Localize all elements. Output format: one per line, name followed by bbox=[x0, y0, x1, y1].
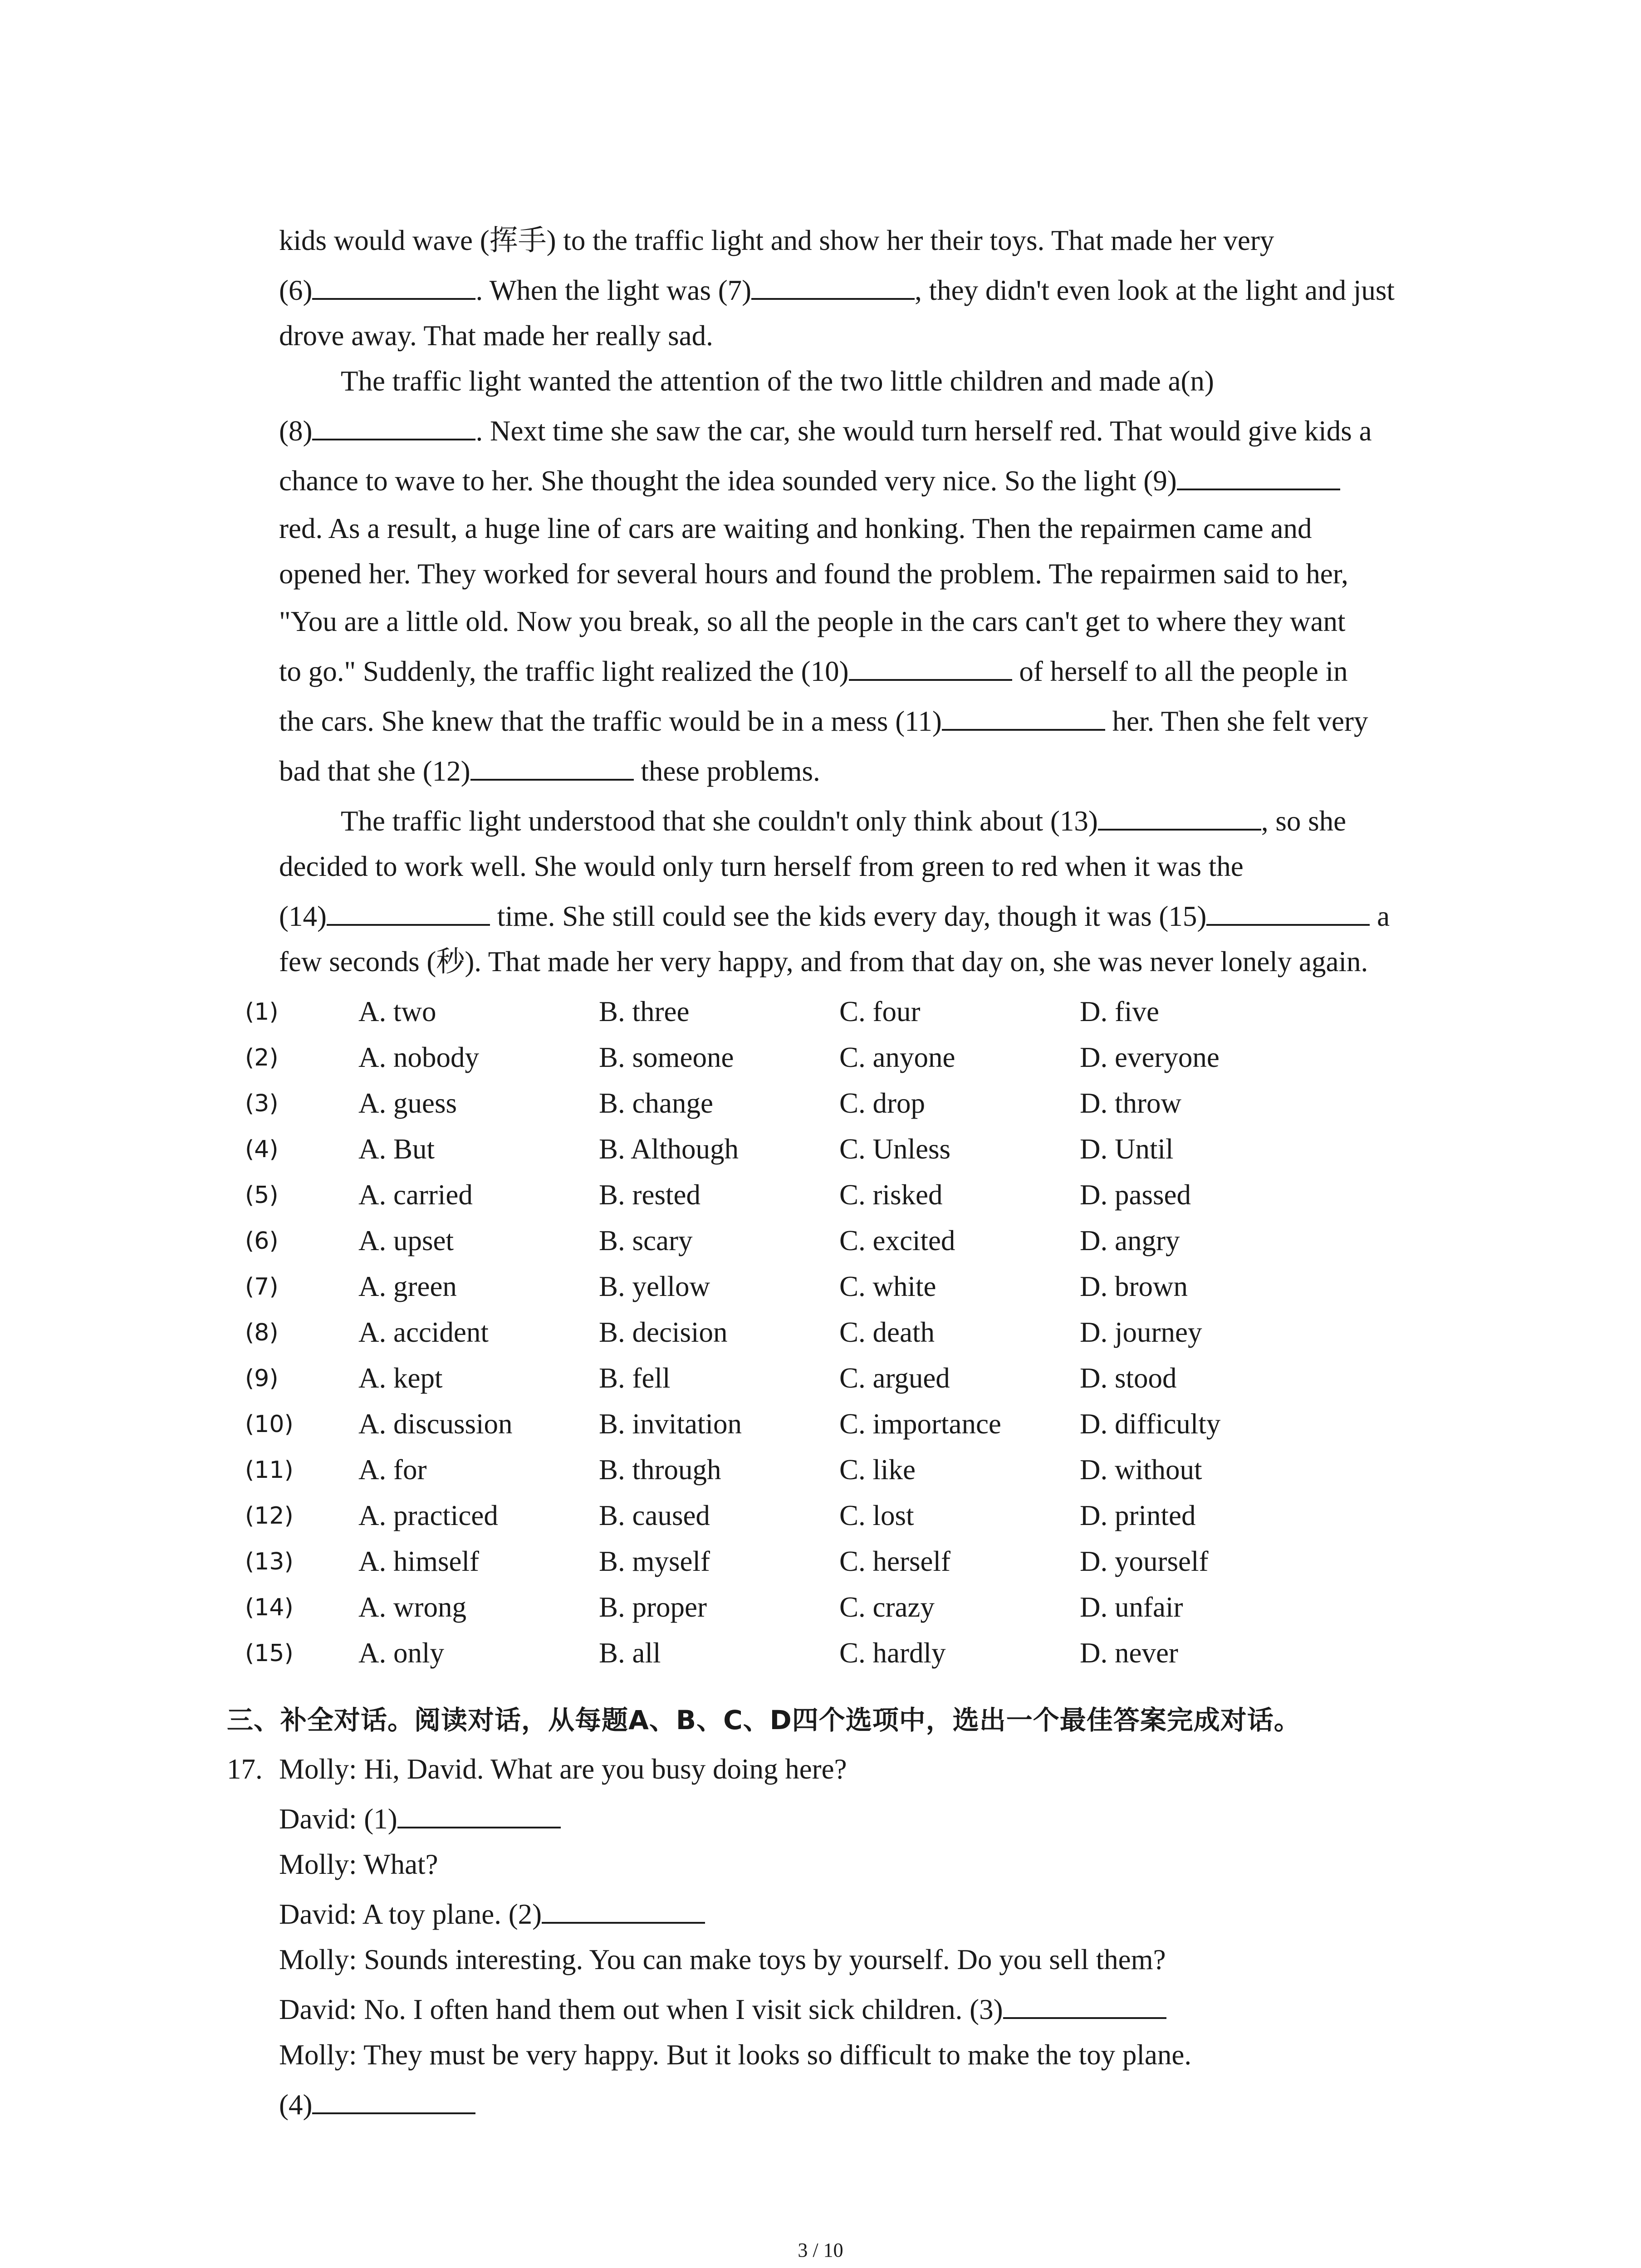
option-b: B. scary bbox=[599, 1225, 693, 1256]
option-a: A. practiced bbox=[358, 1500, 498, 1531]
question-number: (10) bbox=[245, 1410, 294, 1438]
option-d: D. five bbox=[1080, 996, 1159, 1027]
option-c: C. drop bbox=[839, 1087, 925, 1119]
option-b: B. proper bbox=[599, 1591, 707, 1623]
option-a: A. kept bbox=[358, 1362, 443, 1394]
passage-line: chance to wave to her. She thought the idea sounded very nice. So the light (9) bbox=[279, 458, 1459, 503]
answer-blank bbox=[312, 270, 475, 300]
passage-line: few seconds (秒). That made her very happy, and from that day on, she was never lonely again. bbox=[279, 946, 1368, 978]
option-row bbox=[245, 1447, 1320, 1493]
option-c: C. herself bbox=[839, 1545, 950, 1577]
passage-line: decided to work well. She would only turn herself from green to red when it was the bbox=[279, 850, 1244, 882]
dialogue-line: David: A toy plane. (2) bbox=[279, 1892, 705, 1937]
option-b: B. invitation bbox=[599, 1408, 742, 1440]
option-d: D. printed bbox=[1080, 1500, 1196, 1531]
option-c: C. risked bbox=[839, 1179, 943, 1211]
answer-blank bbox=[751, 270, 915, 300]
option-row bbox=[245, 1401, 1320, 1447]
option-row bbox=[245, 1630, 1320, 1676]
option-b: B. Although bbox=[599, 1133, 739, 1165]
option-b: B. all bbox=[599, 1637, 661, 1669]
option-d: D. throw bbox=[1080, 1087, 1181, 1119]
option-b: B. three bbox=[599, 996, 690, 1027]
option-c: C. argued bbox=[839, 1362, 950, 1394]
option-d: D. yourself bbox=[1080, 1545, 1209, 1577]
option-d: D. everyone bbox=[1080, 1041, 1220, 1073]
option-a: A. himself bbox=[358, 1545, 479, 1577]
option-b: B. fell bbox=[599, 1362, 671, 1394]
answer-blank bbox=[849, 651, 1012, 681]
option-row bbox=[245, 1355, 1320, 1401]
passage-line: The traffic light understood that she couldn't only think about (13) , so she bbox=[279, 798, 1459, 844]
passage-line: "You are a little old. Now you break, so all the people in the cars can't get to where they want bbox=[279, 606, 1346, 637]
option-a: A. wrong bbox=[358, 1591, 466, 1623]
option-b: B. caused bbox=[599, 1500, 710, 1531]
question-number: (9) bbox=[245, 1364, 279, 1392]
option-a: A. accident bbox=[358, 1316, 489, 1348]
passage-line: bad that she (12) these problems. bbox=[279, 748, 1459, 794]
option-row bbox=[245, 1172, 1320, 1218]
passage-line: opened her. They worked for several hours and found the problem. The repairmen said to her, bbox=[279, 558, 1348, 590]
option-a: A. guess bbox=[358, 1087, 457, 1119]
option-a: A. green bbox=[358, 1271, 457, 1302]
question-number: (12) bbox=[245, 1502, 294, 1530]
question-number: (15) bbox=[245, 1639, 294, 1667]
option-b: B. through bbox=[599, 1454, 721, 1486]
option-row bbox=[245, 1264, 1320, 1310]
dialogue-line: Molly: Sounds interesting. You can make toys by yourself. Do you sell them? bbox=[279, 1944, 1166, 1975]
answer-blank bbox=[397, 1799, 561, 1828]
question-number: (6) bbox=[245, 1227, 279, 1255]
dialogue-line: Molly: What? bbox=[279, 1848, 438, 1880]
option-d: D. without bbox=[1080, 1454, 1202, 1486]
option-a: A. nobody bbox=[358, 1041, 479, 1073]
option-c: C. crazy bbox=[839, 1591, 935, 1623]
option-d: D. stood bbox=[1080, 1362, 1177, 1394]
passage-line: red. As a result, a huge line of cars are waiting and honking. Then the repairmen came and bbox=[279, 513, 1312, 544]
option-c: C. four bbox=[839, 996, 921, 1027]
option-row bbox=[245, 989, 1320, 1035]
option-a: A. only bbox=[358, 1637, 444, 1669]
option-a: A. discussion bbox=[358, 1408, 513, 1440]
passage-line: kids would wave (挥手) to the traffic light and show her their toys. That made her very bbox=[279, 225, 1274, 256]
option-c: C. anyone bbox=[839, 1041, 955, 1073]
question-number: (2) bbox=[245, 1044, 279, 1071]
option-c: C. death bbox=[839, 1316, 935, 1348]
passage-line: drove away. That made her really sad. bbox=[279, 320, 713, 352]
question-number: (4) bbox=[245, 1135, 279, 1163]
passage-line: the cars. She knew that the traffic would be in a mess (11) her. Then she felt very bbox=[279, 699, 1459, 744]
option-row bbox=[245, 1080, 1320, 1126]
question-number: (13) bbox=[245, 1548, 294, 1575]
option-row bbox=[245, 1493, 1320, 1539]
dialogue-line: Molly: Hi, David. What are you busy doing here? bbox=[279, 1753, 847, 1785]
passage-line: (6) . When the light was (7) , they didn't even look at the light and just bbox=[279, 268, 1459, 313]
option-d: D. never bbox=[1080, 1637, 1178, 1669]
answer-blank bbox=[312, 2084, 475, 2114]
answer-blank bbox=[1206, 896, 1370, 926]
option-d: D. angry bbox=[1080, 1225, 1180, 1256]
option-b: B. yellow bbox=[599, 1271, 710, 1302]
question-number: (7) bbox=[245, 1273, 279, 1300]
option-b: B. rested bbox=[599, 1179, 700, 1211]
option-row bbox=[245, 1584, 1320, 1630]
answer-blank bbox=[312, 411, 475, 440]
answer-blank bbox=[1098, 801, 1261, 831]
option-row bbox=[245, 1539, 1320, 1584]
passage-line: (14) time. She still could see the kids every day, though it was (15) a bbox=[279, 894, 1459, 939]
options-table bbox=[245, 989, 1320, 1676]
passage-line: (8) . Next time she saw the car, she would turn herself red. That would give kids a bbox=[279, 408, 1459, 454]
section-heading: 三、补全对话。阅读对话，从每题A、B、C、D四个选项中，选出一个最佳答案完成对话。 bbox=[227, 1705, 1301, 1735]
answer-blank bbox=[327, 896, 490, 926]
option-c: C. hardly bbox=[839, 1637, 946, 1669]
option-b: B. decision bbox=[599, 1316, 728, 1348]
option-c: C. lost bbox=[839, 1500, 914, 1531]
option-d: D. passed bbox=[1080, 1179, 1191, 1211]
option-a: A. But bbox=[358, 1133, 435, 1165]
page-number: 3 / 10 bbox=[798, 2239, 843, 2261]
answer-blank bbox=[942, 701, 1105, 731]
passage-line: The traffic light wanted the attention of the two little children and made a(n) bbox=[341, 365, 1214, 397]
option-row bbox=[245, 1218, 1320, 1264]
question-number: (3) bbox=[245, 1090, 279, 1117]
option-d: D. difficulty bbox=[1080, 1408, 1221, 1440]
option-row bbox=[245, 1126, 1320, 1172]
option-row bbox=[245, 1035, 1320, 1080]
question-number: (8) bbox=[245, 1319, 279, 1346]
option-b: B. someone bbox=[599, 1041, 734, 1073]
option-c: C. white bbox=[839, 1271, 936, 1302]
option-d: D. journey bbox=[1080, 1316, 1202, 1348]
question-number: 17. bbox=[227, 1753, 263, 1785]
dialogue-line: David: No. I often hand them out when I visit sick children. (3) bbox=[279, 1987, 1166, 2032]
option-c: C. importance bbox=[839, 1408, 1001, 1440]
dialogue-line: David: (1) bbox=[279, 1796, 561, 1842]
option-d: D. brown bbox=[1080, 1271, 1188, 1302]
answer-blank bbox=[1003, 1989, 1166, 2019]
option-row bbox=[245, 1310, 1320, 1355]
answer-blank bbox=[1177, 460, 1340, 490]
option-b: B. myself bbox=[599, 1545, 710, 1577]
option-d: D. Until bbox=[1080, 1133, 1174, 1165]
dialogue-line: Molly: They must be very happy. But it looks so difficult to make the toy plane. bbox=[279, 2039, 1192, 2071]
answer-blank bbox=[470, 751, 634, 781]
option-d: D. unfair bbox=[1080, 1591, 1183, 1623]
question-number: (11) bbox=[245, 1456, 294, 1484]
question-number: (1) bbox=[245, 998, 279, 1026]
option-c: C. like bbox=[839, 1454, 916, 1486]
option-a: A. for bbox=[358, 1454, 427, 1486]
option-c: C. Unless bbox=[839, 1133, 951, 1165]
option-b: B. change bbox=[599, 1087, 713, 1119]
option-c: C. excited bbox=[839, 1225, 955, 1256]
passage-line: to go." Suddenly, the traffic light realized the (10) of herself to all the people in bbox=[279, 649, 1459, 694]
question-number: (14) bbox=[245, 1593, 294, 1621]
option-a: A. upset bbox=[358, 1225, 454, 1256]
option-a: A. carried bbox=[358, 1179, 473, 1211]
question-number: (5) bbox=[245, 1181, 279, 1209]
option-a: A. two bbox=[358, 996, 436, 1027]
dialogue-line: (4) bbox=[279, 2082, 475, 2127]
answer-blank bbox=[542, 1894, 705, 1924]
